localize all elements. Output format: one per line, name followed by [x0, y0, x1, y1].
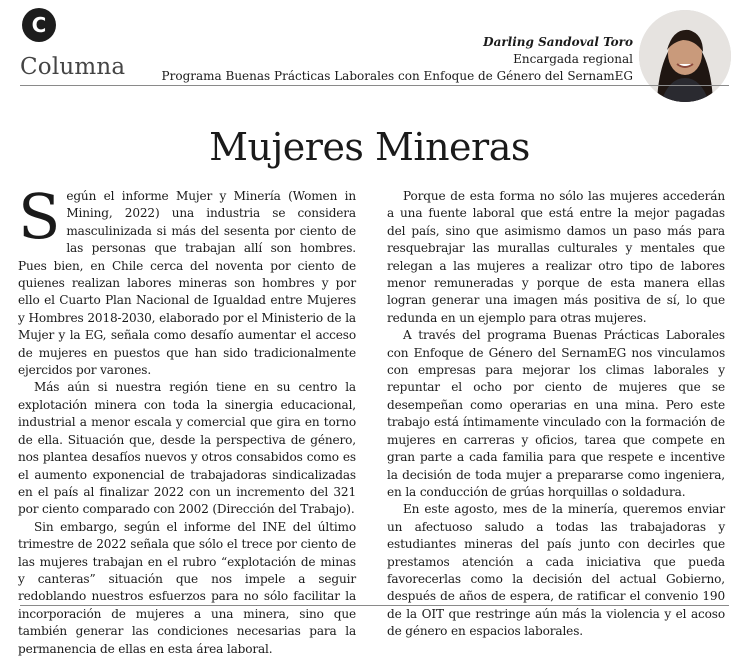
footer-divider — [20, 605, 729, 606]
paragraph: A través del programa Buenas Prácticas Laborales con Enfoque de Género del SernamEG nos vinculamos con empresas para mejorar los climas laborales y repuntar el ocho por ciento de mujeres que se desempeñan como operarias en una mina. Pero este trabajo está íntimamente vinculado con la formación de mujeres en carreras y oficios, tarea que compete en gran parte a cada familia para que respete e incentive la decisión de toda mujer a prepararse como ingeniera, en la conducción de grúas horquillas o soldadura. — [387, 328, 725, 499]
byline — [162, 34, 633, 85]
author-role: Encargada regional — [513, 52, 633, 66]
article-column-right — [387, 188, 725, 641]
column-badge — [22, 8, 56, 42]
article-column-left — [18, 180, 356, 658]
paragraph: Porque de esta forma no sólo las mujeres accederán a una fuente laboral que está entre la mejor pagadas del país, sino que asimismo damos un paso más para resquebrajar las murallas culturales y mentales que relegan a las mujeres a realizar otro tipo de labores menor remuneradas y porque de esta manera ellas logran generar una imagen más positiva de sí, lo que redunda en un ejemplo para otras mujeres. — [387, 189, 725, 325]
paragraph — [18, 180, 356, 379]
drop-cap: S — [18, 180, 61, 253]
author-program: Programa Buenas Prácticas Laborales con Enfoque de Género del SernamEG — [161, 69, 633, 83]
paragraph: En este agosto, mes de la minería, queremos enviar un afectuoso saludo a todas las trabajadoras y estudiantes mineras del país junto con decirles que prestamos atención a cada iniciativa que pueda favorecerlas como la decisión del actual Gobierno, después de años de espera, de ratificar el convenio 190 de la OIT que restringe aún más la violencia y el acoso de género en espacios laborales. — [387, 502, 725, 639]
paragraph: Sin embargo, según el informe del INE del último trimestre de 2022 señala que sólo el trece por ciento de las mujeres trabajan en el rubro “explotación de minas y canteras” situación que nos impele a seguir redoblando nuestros esfuerzos para no sólo facilitar la incorporación de mujeres a una minera, sino que también generar las condiciones necesarias para la permanencia de ellas en esta área laboral. — [18, 519, 356, 656]
article-title: Mujeres Mineras — [209, 125, 530, 169]
paragraph: Más aún si nuestra región tiene en su centro la explotación minera con toda la sinergia educacional, industrial a menor escala y comercial que gira en torno de ella. Situación que, desde la perspectiva de género, nos plantea desafíos nuevos y otros consabidos como es el aumento exponencial de trabajadoras sindicalizadas en el país al finalizar 2022 con un incremento del 321 por ciento comparado con 2002 (Dirección del Trabajo). — [18, 380, 356, 517]
paragraph-text: egún el informe Mujer y Minería (Women in Mining, 2022) una industria se considera masculinizada si más del sesenta por ciento de las personas que trabajan allí son hombres. Pues bien, en Chile cerca del noventa por ciento de quienes realizan labores mineras son hombres y por ello el Cuarto Plan Nacional de Igualdad entre Mujeres y Hombres 2018-2030, elaborado por el Ministerio de la Mujer y la EG, señala como desafío aumentar el acceso de mujeres en puestos que han sido tradicionalmente ejercidos por varones. — [18, 189, 356, 378]
header-divider — [20, 85, 729, 86]
badge-letter: C — [31, 13, 47, 37]
author-name: Darling Sandoval Toro — [483, 35, 633, 49]
section-label: Columna — [20, 54, 126, 80]
author-photo — [639, 10, 731, 102]
